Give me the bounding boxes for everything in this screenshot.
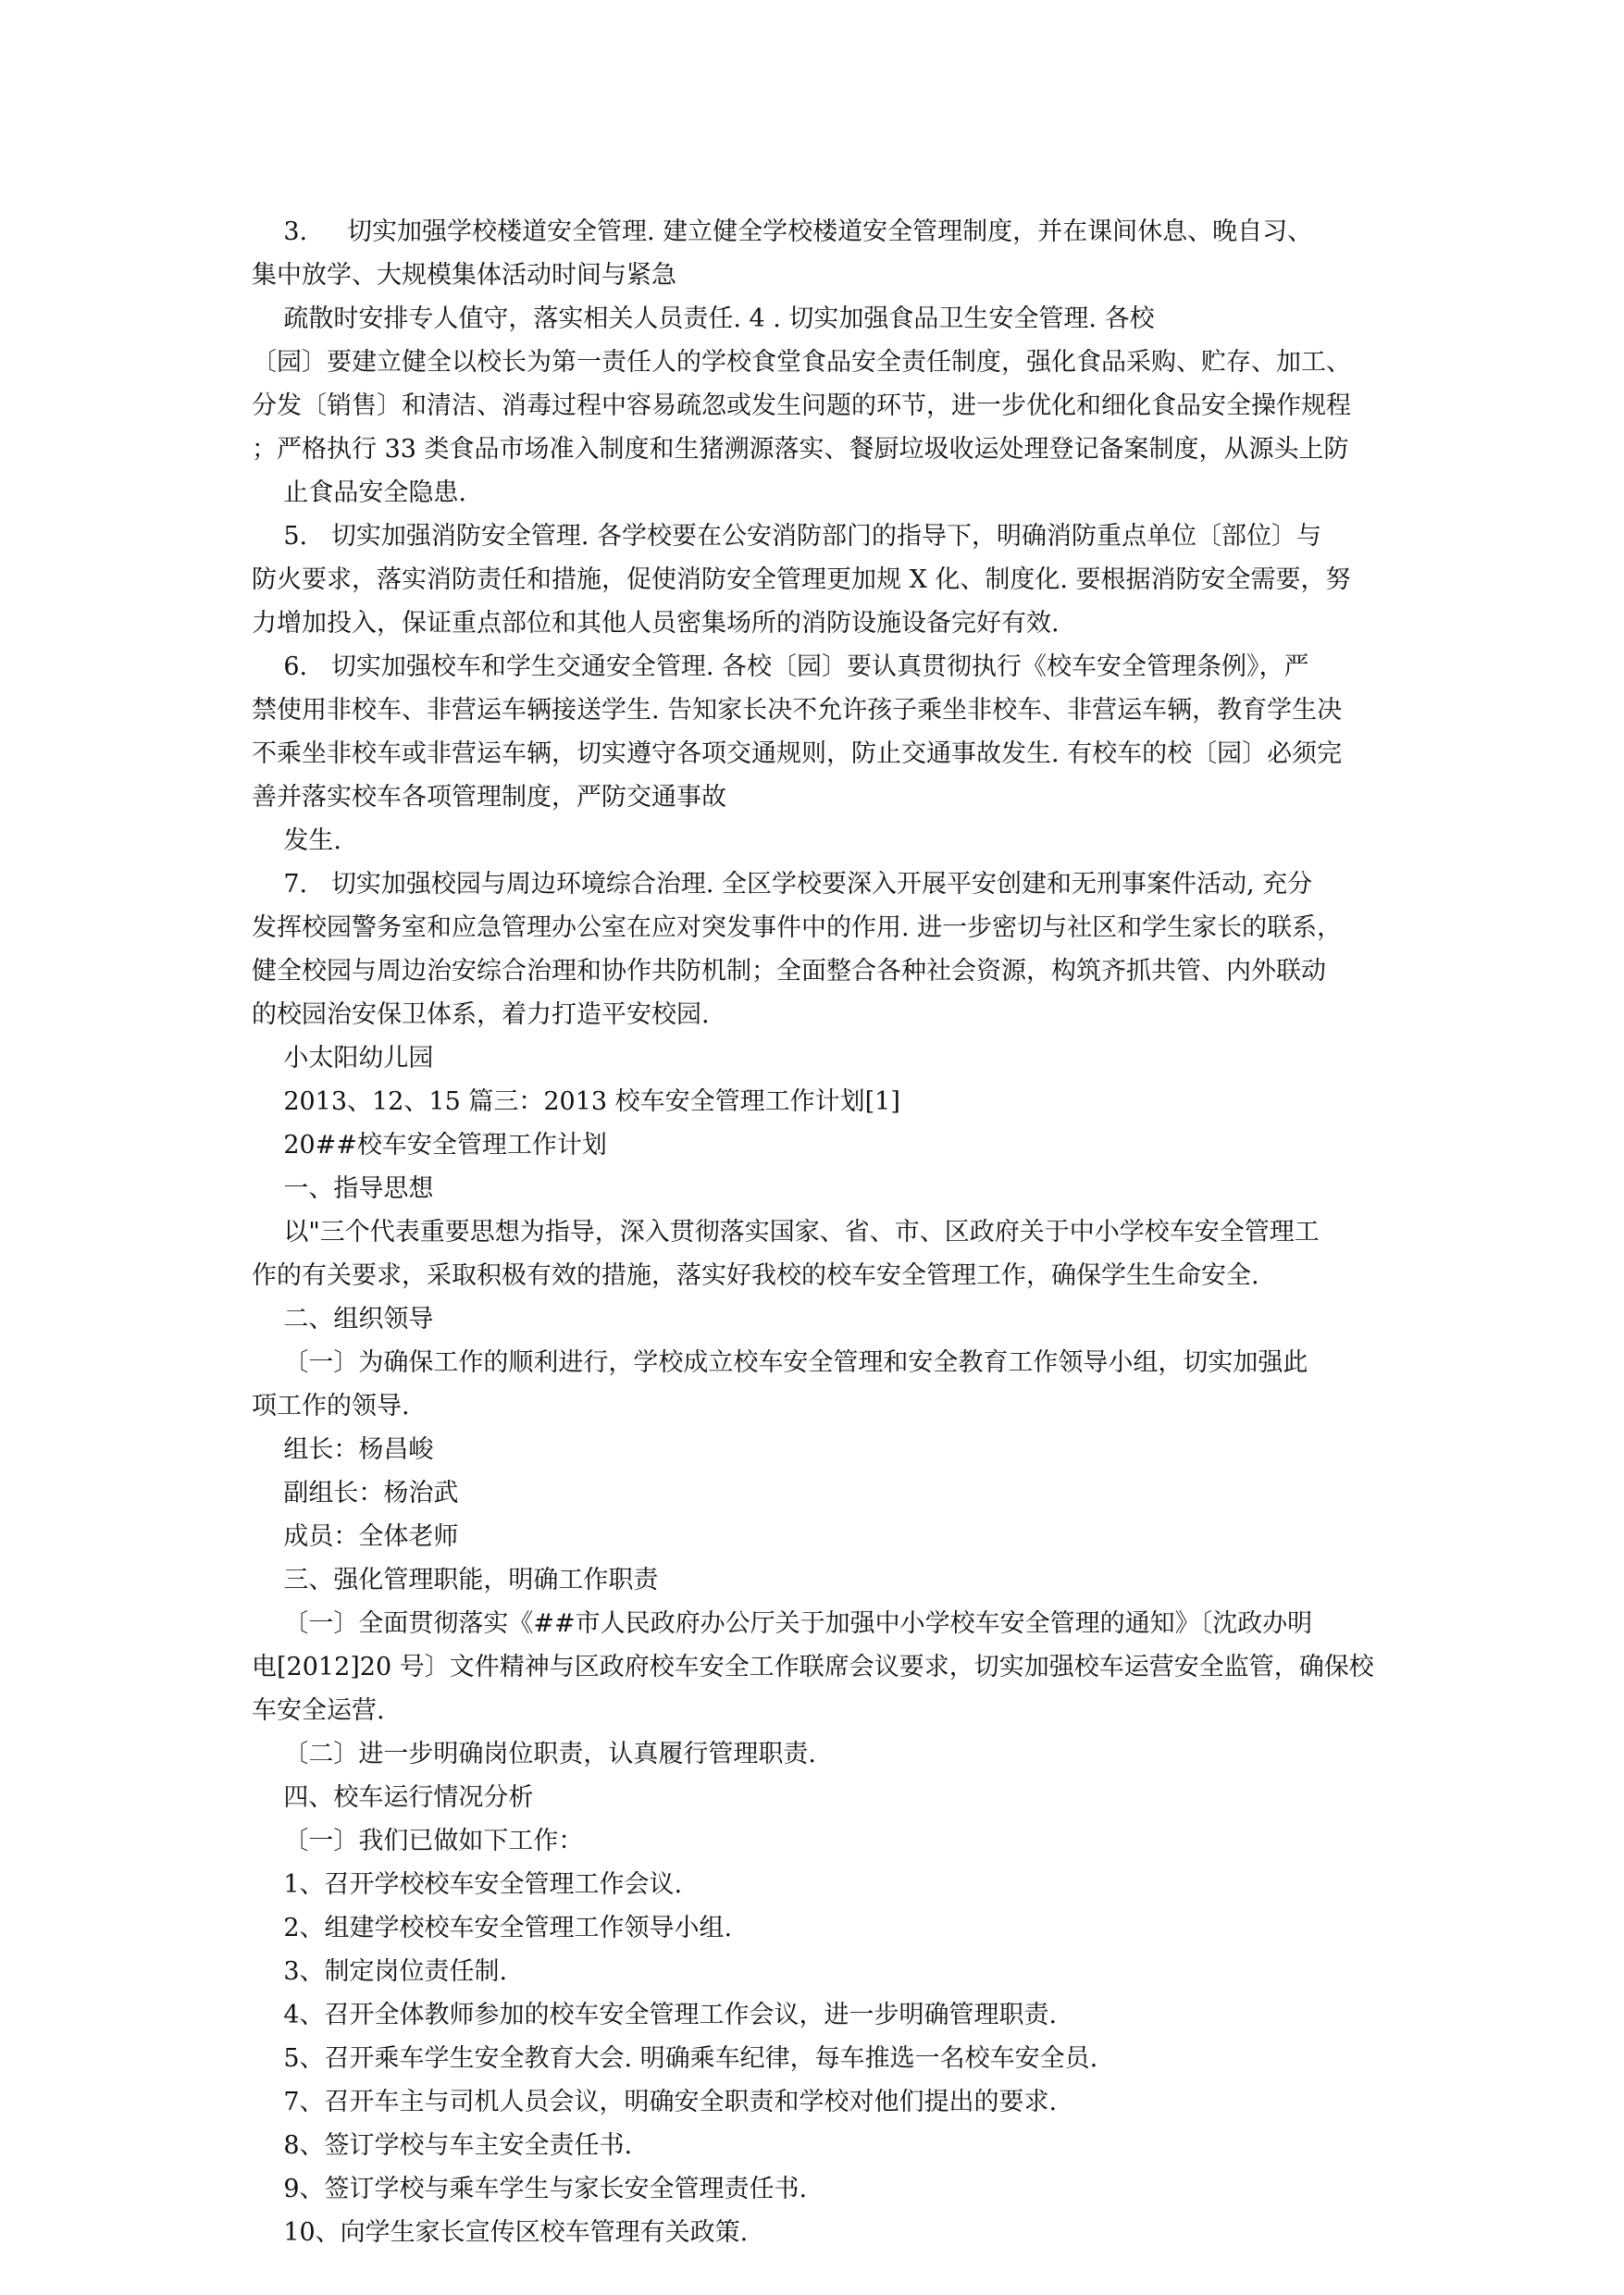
document-line: 善并落实校车各项管理制度，严防交通事故 (252, 783, 726, 812)
document-line: 8、签订学校与车主安全责任书. (252, 2131, 633, 2160)
document-line: 分发〔销售〕和清洁、消毒过程中容易疏忽或发生问题的环节，进一步优化和细化食品安全操作规程 (252, 391, 1351, 420)
document-line: 7、召开车主与司机人员会议，明确安全职责和学校对他们提出的要求. (252, 2088, 1058, 2116)
document-line: 力增加投入，保证重点部位和其他人员密集场所的消防设施设备完好有效. (252, 609, 1060, 638)
document-line: 疏散时安排专人值守，落实相关人员责任. 4 . 切实加强食品卫生安全管理. 各校 (252, 304, 1155, 333)
document-line: 电[2012]20 号〕文件精神与区政府校车安全工作联席会议要求，切实加强校车运营安全监管，确保校 (252, 1653, 1374, 1681)
document-line: 副组长：杨治武 (252, 1479, 459, 1507)
document-line: 小太阳幼儿园 (252, 1044, 434, 1073)
document-line: 3、制定岗位责任制. (252, 1957, 508, 1986)
document-line: 以"三个代表重要思想为指导，深入贯彻落实国家、省、市、区政府关于中小学校车安全管理工 (252, 1218, 1320, 1247)
document-line: 10、向学生家长宣传区校车管理有关政策. (252, 2218, 749, 2247)
document-line: 〔一〕全面贯彻落实《##市人民政府办公厅关于加强中小学校车安全管理的通知》〔沈政办明 (252, 1609, 1313, 1638)
document-line: 不乘坐非校车或非营运车辆，切实遵守各项交通规则，防止交通事故发生. 有校车的校〔园〕必须完 (252, 739, 1343, 768)
document-line: 〔一〕我们已做如下工作： (252, 1827, 584, 1855)
document-line: 车安全运营. (252, 1696, 385, 1725)
document-line: 一、指导思想 (252, 1174, 434, 1203)
document-line: 防火要求，落实消防责任和措施，促使消防安全管理更加规 X 化、制度化. 要根据消防安全需要，努 (252, 565, 1351, 594)
document-line: 〔一〕为确保工作的顺利进行，学校成立校车安全管理和安全教育工作领导小组，切实加强此 (252, 1348, 1308, 1377)
document-line: 止食品安全隐患. (252, 478, 466, 507)
document-line: 5. 切实加强消防安全管理. 各学校要在公安消防部门的指导下，明确消防重点单位〔部位〕与 (252, 522, 1322, 551)
document-line: 四、校车运行情况分析 (252, 1783, 534, 1812)
document-line: 5、召开乘车学生安全教育大会. 明确乘车纪律，每车推选一名校车安全员. (252, 2044, 1098, 2073)
document-line: 项工作的领导. (252, 1392, 410, 1420)
document-line: 2、组建学校校车安全管理工作领导小组. (252, 1914, 733, 1942)
document-line: 集中放学、大规模集体活动时间与紧急 (252, 261, 676, 290)
document-line: 20##校车安全管理工作计划 (252, 1131, 607, 1160)
document-line: 发挥校园警务室和应急管理办公室在应对突发事件中的作用. 进一步密切与社区和学生家长的联系， (252, 913, 1343, 942)
document-line: ；严格执行 33 类食品市场准入制度和生猪溯源落实、餐厨垃圾收运处理登记备案制度，从源头上防 (252, 435, 1349, 464)
document-line: 三、强化管理职能，明确工作职责 (252, 1566, 659, 1594)
document-line: 组长：杨昌峻 (252, 1435, 434, 1464)
document-line: 6. 切实加强校车和学生交通安全管理. 各校〔园〕要认真贯彻执行《校车安全管理条例》，严 (252, 652, 1309, 681)
document-line: 〔园〕要建立健全以校长为第一责任人的学校食堂食品安全责任制度，强化食品采购、贮存、加工、 (252, 348, 1351, 377)
document-line: 4、召开全体教师参加的校车安全管理工作会议，进一步明确管理职责. (252, 2001, 1058, 2029)
document-line: 健全校园与周边治安综合治理和协作共防机制；全面整合各种社会资源，构筑齐抓共管、内外联动 (252, 957, 1326, 986)
document-line: 作的有关要求，采取积极有效的措施，落实好我校的校车安全管理工作，确保学生生命安全. (252, 1261, 1259, 1290)
document-line: 发生. (252, 826, 341, 855)
document-line: 2013、12、15 篇三：2013 校车安全管理工作计划[1] (252, 1087, 900, 1116)
document-line: 9、签订学校与乘车学生与家长安全管理责任书. (252, 2175, 808, 2203)
document-line: 二、组织领导 (252, 1305, 434, 1334)
document-line: 的校园治安保卫体系，着力打造平安校园. (252, 1000, 710, 1029)
document-line: 1、召开学校校车安全管理工作会议. (252, 1870, 683, 1899)
document-line: 3. 切实加强学校楼道安全管理. 建立健全学校楼道安全管理制度，并在课间休息、晚自习、 (252, 217, 1313, 246)
document-line: 禁使用非校车、非营运车辆接送学生. 告知家长决不允许孩子乘坐非校车、非营运车辆，教育学生决 (252, 696, 1343, 725)
document-line: 〔二〕进一步明确岗位职责，认真履行管理职责. (252, 1740, 816, 1768)
document-line: 7. 切实加强校园与周边环境综合治理. 全区学校要深入开展平安创建和无刑事案件活动, 充分 (252, 870, 1313, 899)
document-line: 成员：全体老师 (252, 1522, 459, 1551)
document-body (252, 210, 1445, 2254)
